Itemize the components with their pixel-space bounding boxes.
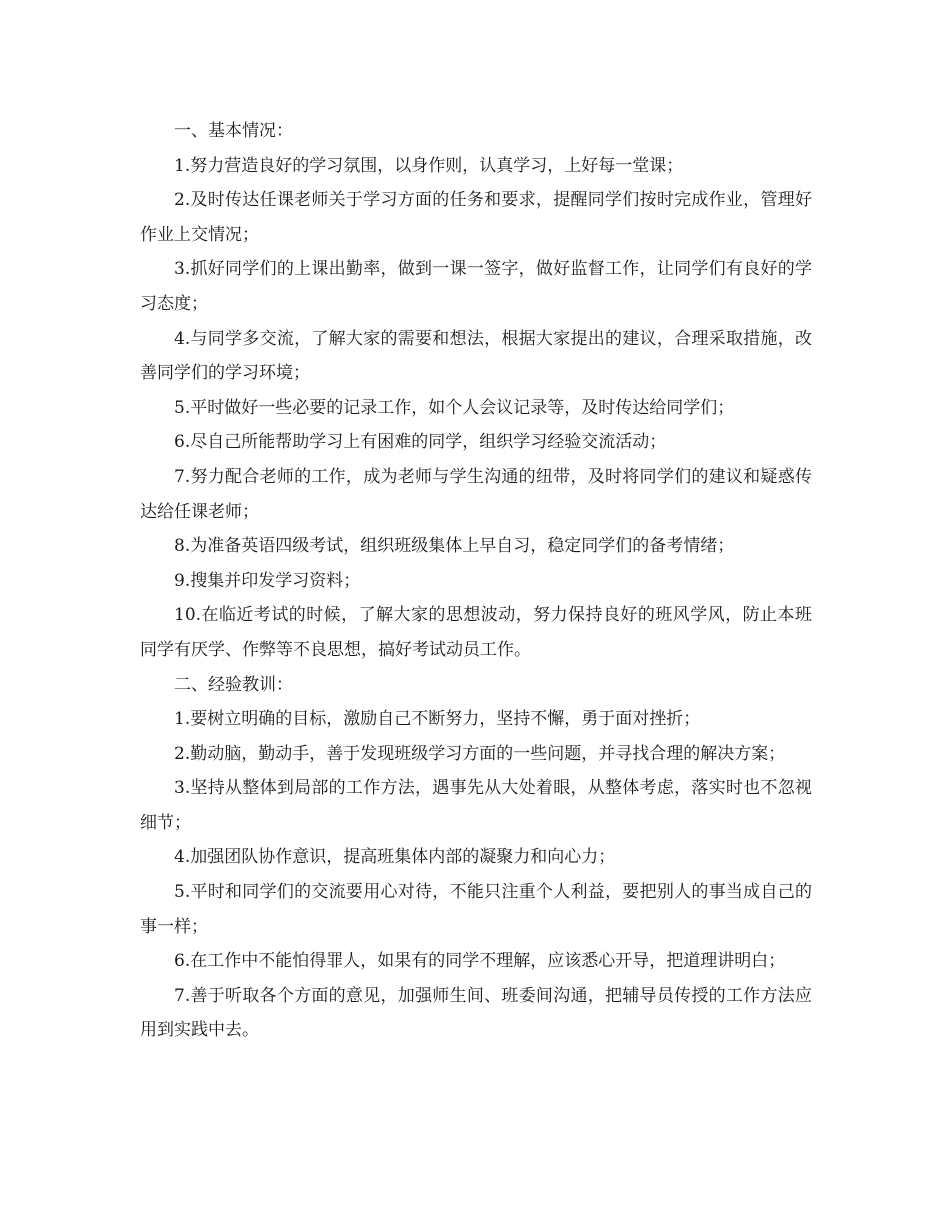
document-body — [140, 114, 812, 1048]
list-item: 1.努力营造良好的学习氛围，以身作则，认真学习，上好每一堂课； — [174, 155, 684, 176]
list-item: 4.与同学多交流，了解大家的需要和想法，根据大家提出的建议，合理采取措施，改善同学们的学习环境； — [140, 328, 812, 384]
list-item: 3.坚持从整体到局部的工作方法，遇事先从大处着眼，从整体考虑，落实时也不忽视细节； — [140, 778, 812, 833]
section-heading-basic-situation: 一、基本情况： — [174, 121, 293, 141]
list-item: 4.加强团队协作意识，提高班集体内部的凝聚力和向心力； — [174, 847, 616, 868]
list-item: 8.为准备英语四级考试，组织班级集体上早自习，稳定同学们的备考情绪； — [174, 536, 735, 557]
list-item: 7.善于听取各个方面的意见，加强师生间、班委间沟通，把辅导员传授的工作方法应用到实践中去。 — [140, 985, 812, 1041]
list-item: 6.在工作中不能怕得罪人，如果有的同学不理解，应该悉心开导，把道理讲明白； — [174, 951, 786, 972]
list-item: 6.尽自己所能帮助学习上有困难的同学，组织学习经验交流活动； — [174, 432, 667, 453]
list-item: 10.在临近考试的时候，了解大家的思想波动，努力保持良好的班风学风，防止本班同学有厌学、作弊等不良思想，搞好考试动员工作。 — [140, 605, 812, 660]
list-item: 7.努力配合老师的工作，成为老师与学生沟通的纽带，及时将同学们的建议和疑惑传达给任课老师； — [140, 466, 812, 522]
list-item: 5.平时和同学们的交流要用心对待，不能只注重个人利益，要把别人的事当成自己的事一样； — [140, 882, 812, 937]
list-item: 2.及时传达任课老师关于学习方面的任务和要求，提醒同学们按时完成作业，管理好作业上交情况； — [140, 190, 812, 245]
list-item: 1.要树立明确的目标，激励自己不断努力，坚持不懈，勇于面对挫折； — [174, 709, 701, 730]
list-item: 2.勤动脑，勤动手，善于发现班级学习方面的一些问题，并寻找合理的解决方案； — [174, 743, 786, 764]
list-item: 9.搜集并印发学习资料； — [174, 570, 361, 591]
list-item: 3.抓好同学们的上课出勤率，做到一课一签字，做好监督工作，让同学们有良好的学习态度； — [140, 259, 812, 314]
section-heading-lessons: 二、经验教训： — [174, 674, 293, 695]
list-item: 5.平时做好一些必要的记录工作，如个人会议记录等，及时传达给同学们； — [174, 397, 735, 418]
